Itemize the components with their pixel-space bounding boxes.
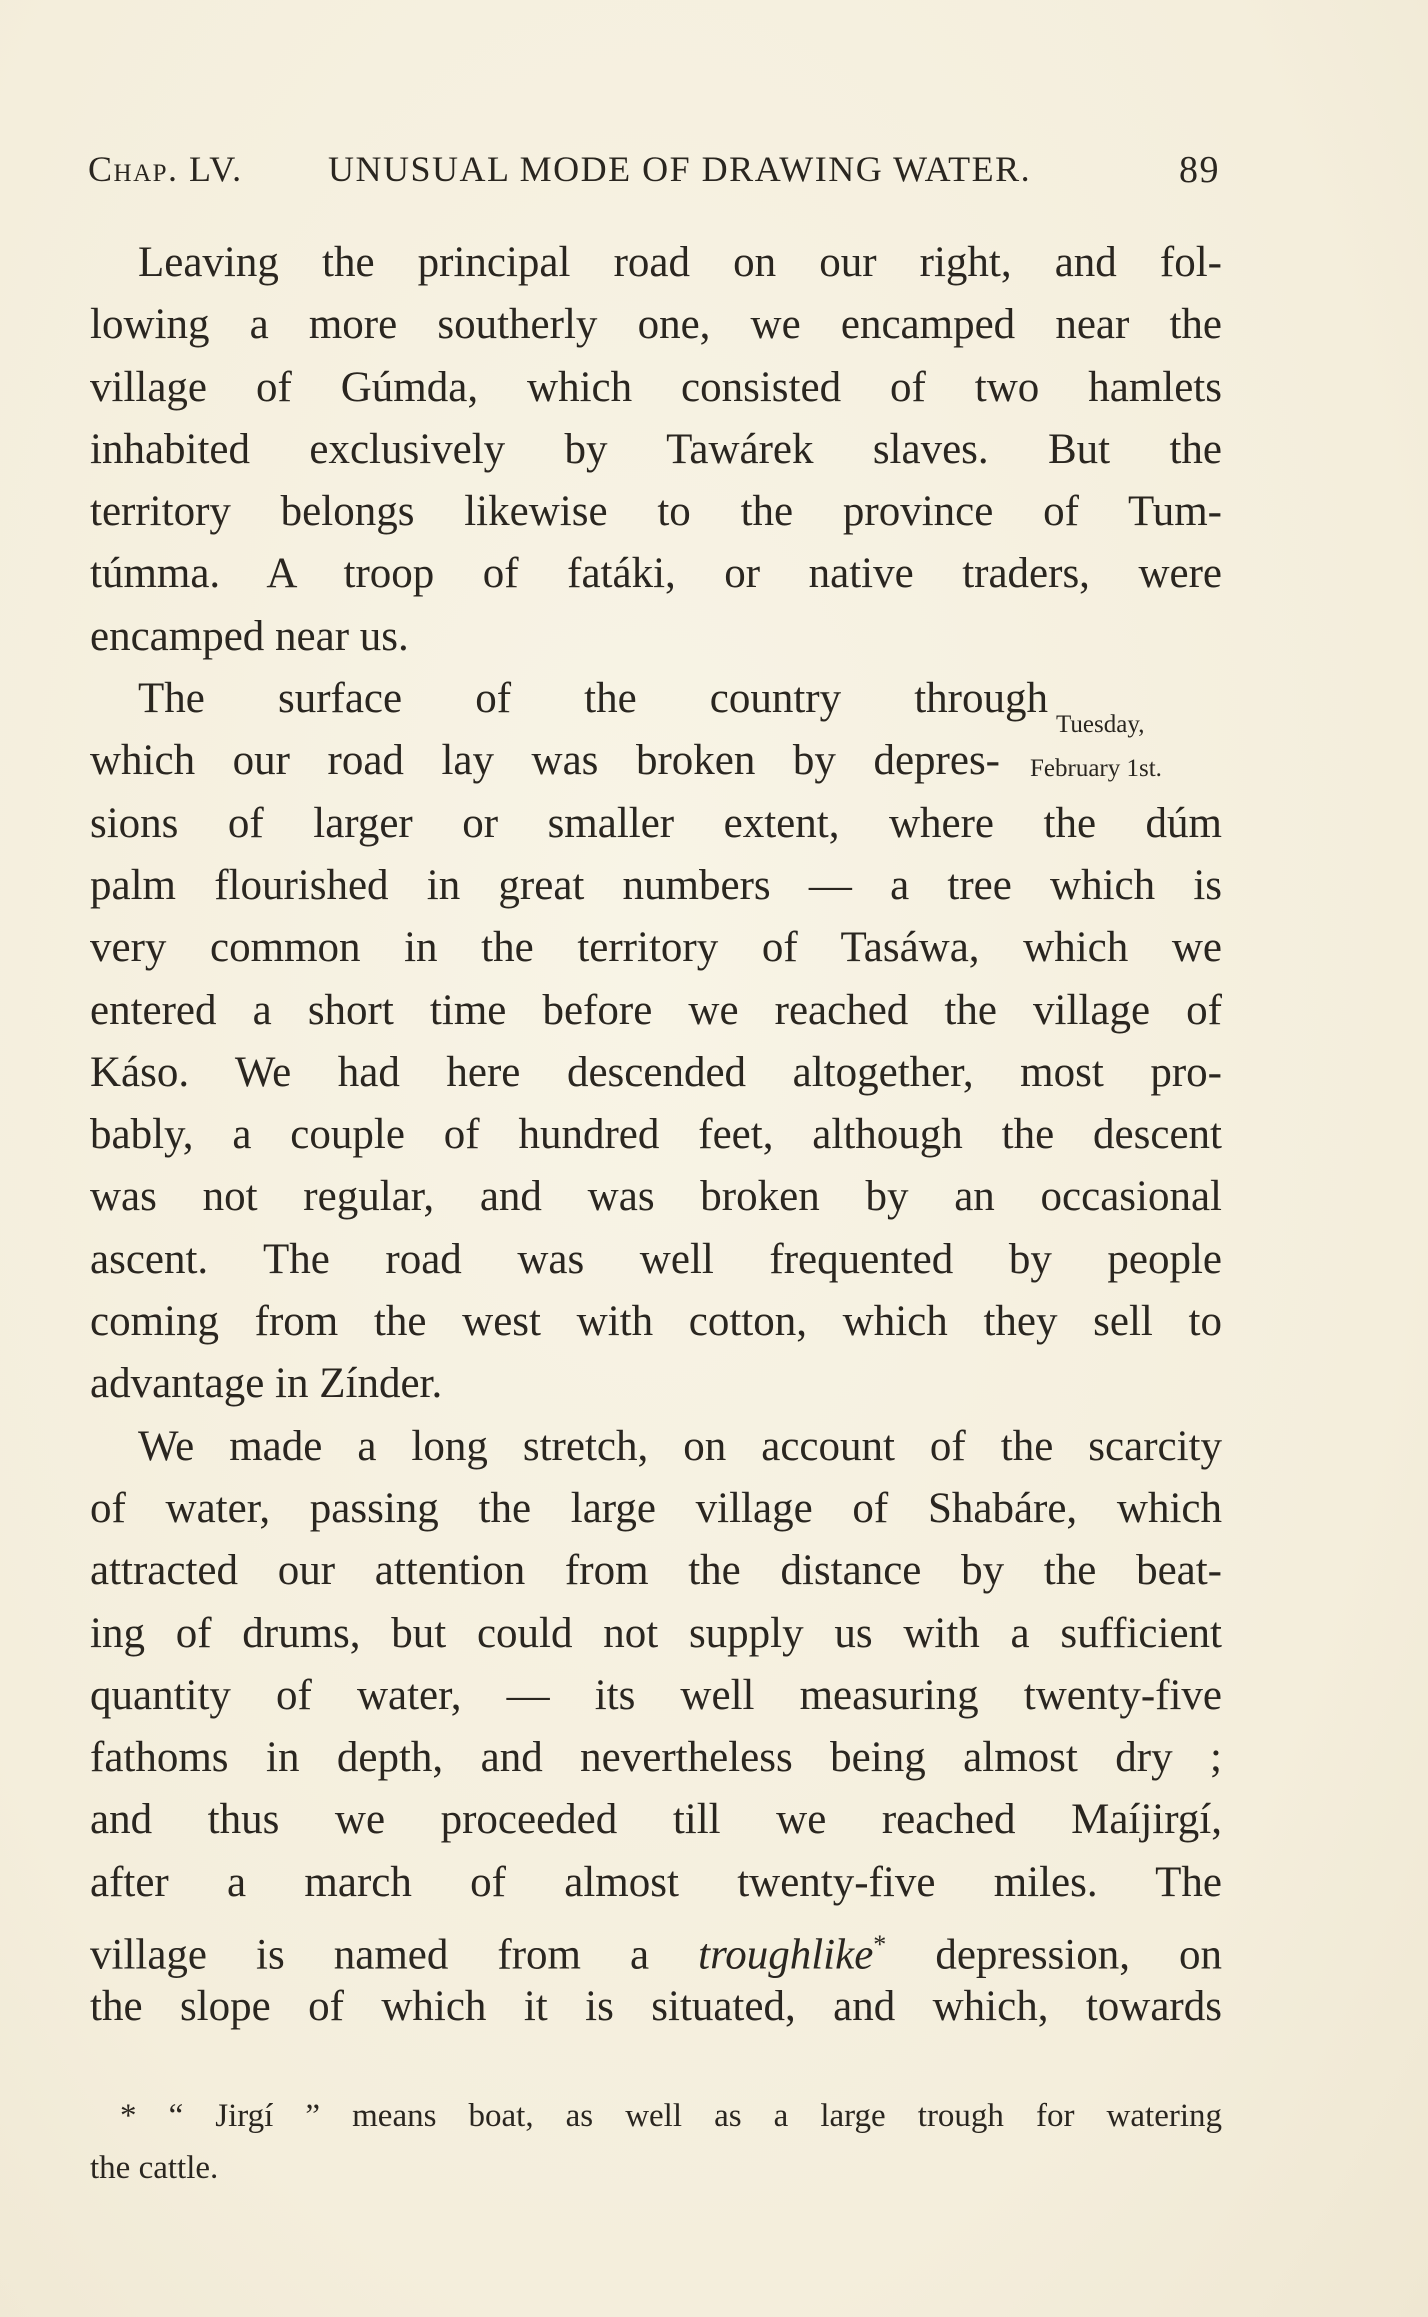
text-line: after a march of almost twenty-five miles. The: [90, 1858, 1222, 1906]
text-line: The surface of the country through: [138, 675, 1048, 723]
text-line: was not regular, and was broken by an occasional: [90, 1173, 1222, 1221]
text-line: entered a short time before we reached the village of: [90, 986, 1222, 1034]
footnote-line: the cattle.: [90, 2150, 219, 2186]
text-line: attracted our attention from the distance by the beat-: [90, 1547, 1222, 1595]
text-line: Káso. We had here descended altogether, most pro-: [90, 1048, 1222, 1096]
body-text: [90, 232, 1222, 2039]
text-line-start: village is named from a: [90, 1931, 650, 1979]
text-line: fathoms in depth, and nevertheless being almost dry ;: [90, 1734, 1222, 1782]
text-line: the slope of which it is situated, and which, towards: [90, 1983, 1222, 2031]
italic-word: troughlike: [698, 1931, 874, 1979]
text-line: coming from the west with cotton, which they sell to: [90, 1298, 1222, 1346]
text-line: bably, a couple of hundred feet, although the descent: [90, 1111, 1222, 1159]
text-line: lowing a more southerly one, we encamped near the: [90, 301, 1222, 349]
text-line: sions of larger or smaller extent, where the dúm: [90, 799, 1222, 847]
text-line: [90, 1914, 1223, 1979]
footnote-line: * “ Jirgí ” means boat, as well as a large trough for watering: [120, 2098, 1222, 2134]
text-line: encamped near us.: [90, 612, 409, 660]
footnote-marker: *: [873, 1930, 887, 1960]
text-line-end: depression, on: [935, 1931, 1223, 1979]
text-line: quantity of water, — its well measuring twenty-five: [90, 1671, 1222, 1719]
text-line: túmma. A troop of fatáki, or native traders, were: [90, 550, 1222, 598]
text-line: Leaving the principal road on our right, and fol-: [138, 239, 1222, 286]
text-line: ascent. The road was well frequented by people: [90, 1235, 1222, 1283]
text-line: very common in the territory of Tasáwa, which we: [90, 924, 1222, 972]
margin-note-date: February 1st.: [1030, 755, 1162, 782]
text-line: advantage in Zínder.: [90, 1360, 443, 1408]
page-title: UNUSUAL MODE OF DRAWING WATER.: [328, 149, 1032, 189]
text-line: of water, passing the large village of Shabáre, which: [90, 1484, 1222, 1532]
running-head: [88, 148, 1220, 198]
text-line: We made a long stretch, on account of the scarcity: [138, 1422, 1222, 1470]
footnote: [90, 2090, 1222, 2194]
text-line: which our road lay was broken by depres-: [90, 737, 1000, 785]
text-line: village of Gúmda, which consisted of two hamlets: [90, 363, 1222, 411]
text-line: palm flourished in great numbers — a tree which is: [90, 861, 1222, 909]
text-line: ing of drums, but could not supply us with a sufficient: [90, 1609, 1222, 1657]
page-number: 89: [1179, 149, 1220, 191]
text-line: and thus we proceeded till we reached Maíjirgí,: [90, 1796, 1222, 1844]
chapter-label: Chap. LV.: [88, 149, 243, 189]
text-line: territory belongs likewise to the province of Tum-: [90, 488, 1222, 536]
margin-note-day: Tuesday,: [1056, 711, 1145, 738]
text-line: inhabited exclusively by Tawárek slaves. But the: [90, 425, 1222, 473]
